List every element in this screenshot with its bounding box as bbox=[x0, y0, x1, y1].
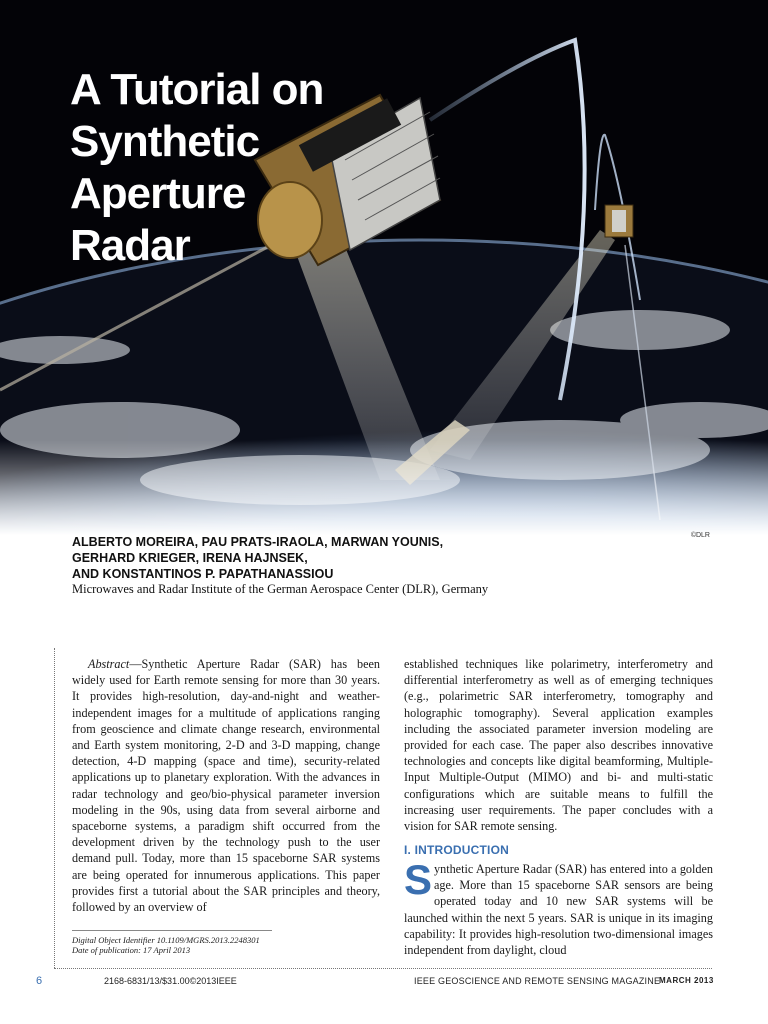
publication-footnote bbox=[72, 930, 272, 955]
abstract-border-horizontal bbox=[54, 968, 712, 969]
author-line: ALBERTO MOREIRA, PAU PRATS-IRAOLA, MARWAN YOUNIS, bbox=[72, 535, 444, 549]
magazine-name: IEEE GEOSCIENCE AND REMOTE SENSING MAGAZINE bbox=[414, 976, 661, 986]
image-credit: ©DLR bbox=[690, 532, 710, 539]
drop-cap: S bbox=[404, 856, 433, 903]
title-line: Synthetic bbox=[70, 117, 260, 166]
author-line: AND KONSTANTINOS P. PAPATHANASSIOU bbox=[72, 567, 334, 581]
page-number: 6 bbox=[36, 975, 43, 987]
abstract-dash: — bbox=[129, 657, 142, 671]
abstract-column bbox=[72, 656, 380, 915]
abstract-text: Synthetic Aperture Radar (SAR) has been widely used for Earth remote sensing for more than 30 years. It provides high-resolution, day-and-night and weather-independent images for a multitude of applications ranging from geoscience and climate change research, environmental and Earth system monitoring, 2-D and 3-D mapping, change detection, 4-D mapping (space and time), security-related applications up to planetary exploration. With the advances in radar technology and geo/bio-physical parameter inversion modeling in the 90s, using data from several airborne and spaceborne systems, a paradigm shift occurred from the development driven by the technology push to the user demand pull. Today, more than 15 spaceborne SAR systems are being operated for innumerous applications. This paper provides first a tutorial about the SAR principles and theory, followed by an overview of bbox=[72, 657, 380, 915]
page-footer bbox=[0, 975, 768, 989]
article-title bbox=[70, 64, 360, 272]
introduction-text: ynthetic Aperture Radar (SAR) has entered into a golden age. More than 15 spaceborne SAR sensors are being operated today and 10 new SAR systems will be launched within the next 5 years. SAR is unique in its imaging capability: It provides high-resolution two-dimensional images independent from daylight, cloud bbox=[404, 862, 713, 958]
introduction-paragraph bbox=[404, 856, 713, 958]
title-line: Radar bbox=[70, 221, 190, 270]
title-line: A Tutorial on bbox=[70, 65, 324, 114]
abstract-continuation: established techniques like polarimetry, interferometry and differential interferometry as well as of emerging techniques (e.g., polarimetric SAR interferometry, tomography and holographic tomography). Several application examples including the associated parameter inversion modeling are provided for each case. The paper also describes innovative technologies and concepts like digital beamforming, Multiple-Input Multiple-Output (MIMO) and bi- and multi-static configurations which are suitable means to fulfill the increasing user requirements. The paper concludes with a vision for SAR remote sensing. bbox=[404, 657, 713, 834]
issn-copyright: 2168-6831/13/$31.00©2013IEEE bbox=[104, 976, 237, 986]
title-line: Aperture bbox=[70, 169, 246, 218]
section-heading: I. INTRODUCTION bbox=[404, 843, 509, 857]
author-line: GERHARD KRIEGER, IRENA HAJNSEK, bbox=[72, 551, 308, 565]
publication-date: Date of publication: 17 April 2013 bbox=[72, 945, 191, 955]
abstract-label: Abstract bbox=[88, 657, 130, 671]
issue-date: MARCH 2013 bbox=[659, 976, 714, 985]
abstract-border-vertical bbox=[54, 648, 55, 968]
author-list bbox=[72, 534, 632, 582]
affiliation: Microwaves and Radar Institute of the German Aerospace Center (DLR), Germany bbox=[72, 582, 489, 596]
doi-text: Digital Object Identifier 10.1109/MGRS.2013.2248301 bbox=[72, 935, 260, 945]
